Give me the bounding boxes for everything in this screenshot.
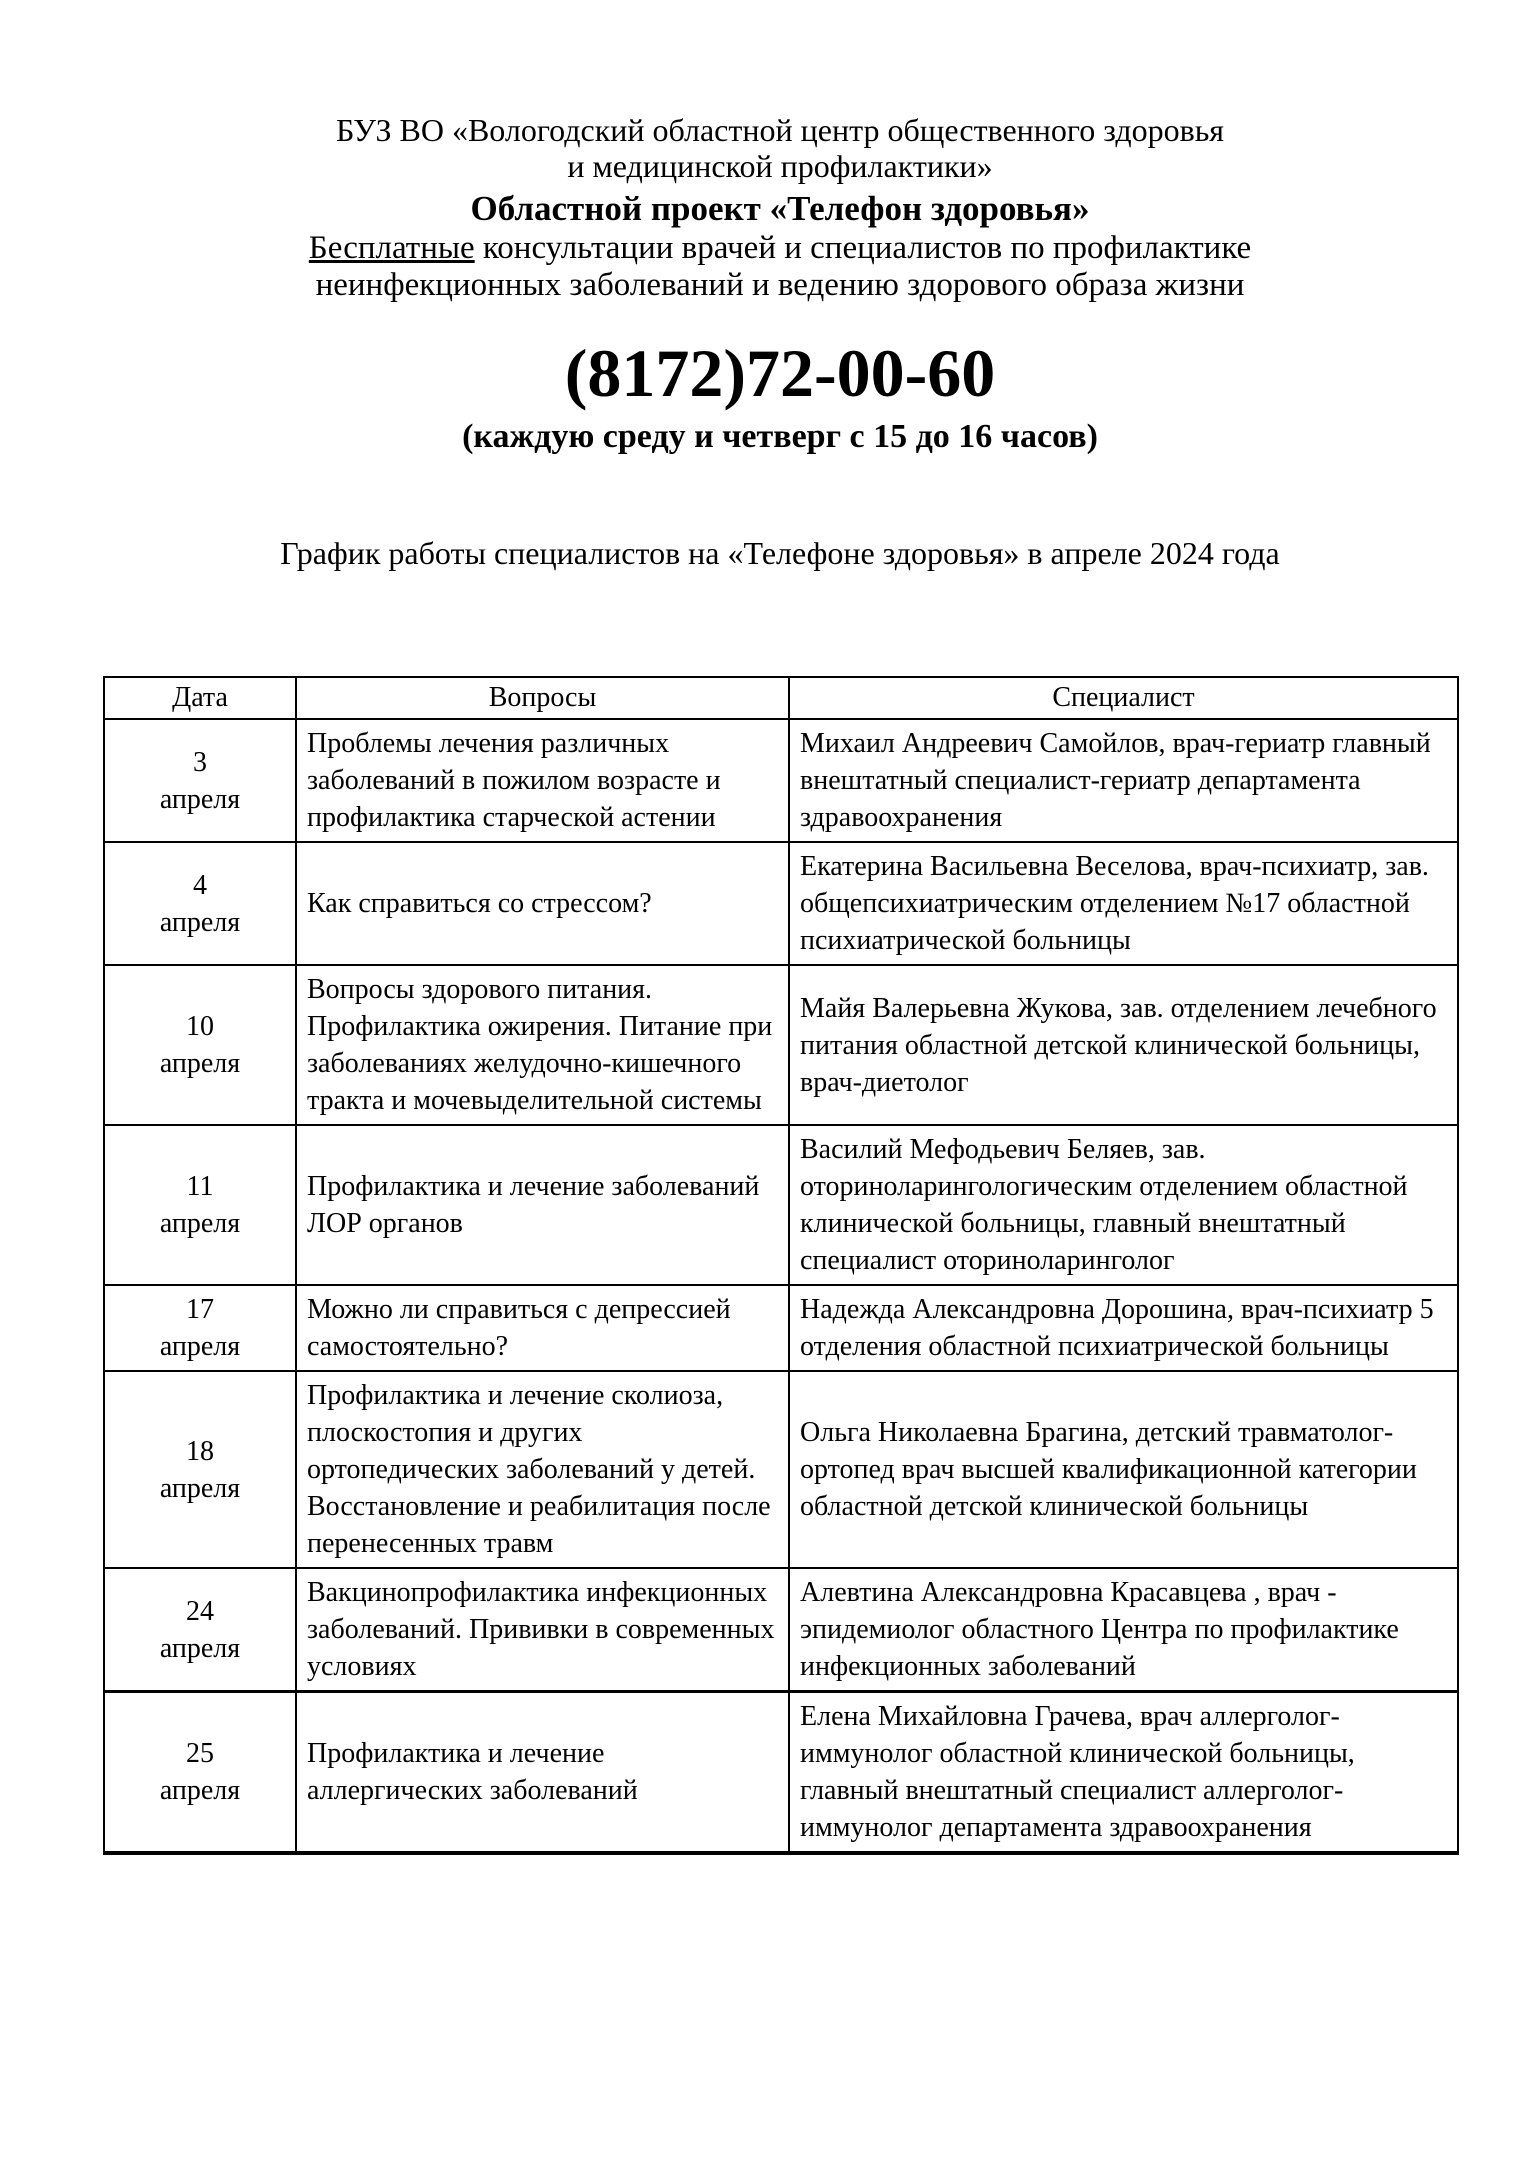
table-row <box>104 965 1458 1125</box>
schedule-table-body <box>104 719 1458 1853</box>
question-cell: Проблемы лечения различных заболеваний в пожилом возрасте и профилактика старческой астении <box>296 719 789 842</box>
table-row <box>104 1125 1458 1285</box>
column-header-date: Дата <box>104 677 296 719</box>
date-month: апреля <box>159 1048 241 1079</box>
table-row <box>104 719 1458 842</box>
date-cell <box>104 1371 296 1568</box>
date-cell <box>104 719 296 842</box>
date-month: апреля <box>159 1775 241 1806</box>
schedule-table <box>103 676 1459 1855</box>
question-cell: Профилактика и лечение аллергических заболеваний <box>296 1692 789 1854</box>
date-day: 3 <box>193 746 207 778</box>
date-month: апреля <box>159 1331 241 1362</box>
subtitle-line1-rest: консультации врачей и специалистов по профилактике <box>474 230 1252 266</box>
date-cell <box>104 842 296 965</box>
schedule-table-head <box>104 677 1458 719</box>
specialist-cell: Елена Михайловна Грачева, врач аллерголог-иммунолог областной клинической больницы, главный внештатный специалист аллерголог-иммунолог департамента здравоохранения <box>789 1692 1458 1854</box>
date-day: 11 <box>186 1171 214 1202</box>
table-row <box>104 1285 1458 1371</box>
specialist-cell: Майя Валерьевна Жукова, зав. отделением лечебного питания областной детской клинической больницы, врач-диетолог <box>789 965 1458 1125</box>
date-cell <box>104 1125 296 1285</box>
column-header-questions: Вопросы <box>296 677 789 719</box>
project-title: Областной проект «Телефон здоровья» <box>470 189 1090 228</box>
date-month: апреля <box>159 1208 241 1239</box>
date-month: апреля <box>159 783 241 815</box>
subtitle-line1 <box>103 230 1457 267</box>
date-month: апреля <box>159 1472 241 1504</box>
table-row <box>104 1371 1458 1568</box>
question-cell: Вопросы здорового питания. Профилактика ожирения. Питание при заболеваниях желудочно-кишечного тракта и мочевыделительной системы <box>296 965 789 1125</box>
question-cell: Профилактика и лечение заболеваний ЛОР органов <box>296 1125 789 1285</box>
date-day: 18 <box>186 1435 214 1467</box>
phone-schedule-note: (каждую среду и четверг с 15 до 16 часов) <box>462 418 1098 455</box>
date-day: 4 <box>193 869 207 901</box>
date-day: 25 <box>186 1738 214 1769</box>
question-cell: Можно ли справиться с депрессией самостоятельно? <box>296 1285 789 1371</box>
document-header <box>103 112 1457 572</box>
date-cell <box>104 1692 296 1854</box>
date-month: апреля <box>159 906 241 938</box>
date-day: 17 <box>186 1294 214 1325</box>
specialist-cell: Надежда Александровна Дорошина, врач-психиатр 5 отделения областной психиатрической больницы <box>789 1285 1458 1371</box>
question-cell: Профилактика и лечение сколиоза, плоскостопия и других ортопедических заболеваний у детей. Восстановление и реабилитация после перенесенных травм <box>296 1371 789 1568</box>
org-name-line1: БУЗ ВО «Вологодский областной центр общественного здоровья <box>335 112 1225 148</box>
table-row <box>104 1692 1458 1854</box>
specialist-cell: Екатерина Васильевна Веселова, врач-психиатр, зав. общепсихиатрическим отделением №17 областной психиатрической больницы <box>789 842 1458 965</box>
date-day: 10 <box>186 1011 214 1042</box>
specialist-cell: Алевтина Александровна Красавцева , врач - эпидемиолог областного Центра по профилактике инфекционных заболеваний <box>789 1568 1458 1692</box>
specialist-cell: Ольга Николаевна Брагина, детский травматолог-ортопед врач высшей квалификационной категории областной детской клинической больницы <box>789 1371 1458 1568</box>
date-day: 24 <box>186 1595 214 1627</box>
table-row <box>104 842 1458 965</box>
phone-number: (8172)72-00-60 <box>564 335 996 411</box>
date-cell <box>104 1285 296 1371</box>
specialist-cell: Василий Мефодьевич Беляев, зав. оториноларингологическим отделением областной клинической больницы, главный внештатный специалист оториноларинголог <box>789 1125 1458 1285</box>
subtitle-line2: неинфекционных заболеваний и ведению здорового образа жизни <box>315 267 1245 303</box>
table-row <box>104 1568 1458 1692</box>
specialist-cell: Михаил Андреевич Самойлов, врач-гериатр главный внештатный специалист-гериатр департамента здравоохранения <box>789 719 1458 842</box>
subtitle-underlined-word: Бесплатные <box>308 230 475 266</box>
question-cell: Вакцинопрофилактика инфекционных заболеваний. Прививки в современных условиях <box>296 1568 789 1692</box>
org-name-line2: и медицинской профилактики» <box>567 148 993 184</box>
question-cell: Как справиться со стрессом? <box>296 842 789 965</box>
schedule-table-title: График работы специалистов на «Телефоне здоровья» в апреле 2024 года <box>280 535 1280 571</box>
date-month: апреля <box>159 1632 241 1664</box>
date-cell <box>104 1568 296 1692</box>
column-header-specialist: Специалист <box>789 677 1458 719</box>
date-cell <box>104 965 296 1125</box>
header-row <box>104 677 1458 719</box>
